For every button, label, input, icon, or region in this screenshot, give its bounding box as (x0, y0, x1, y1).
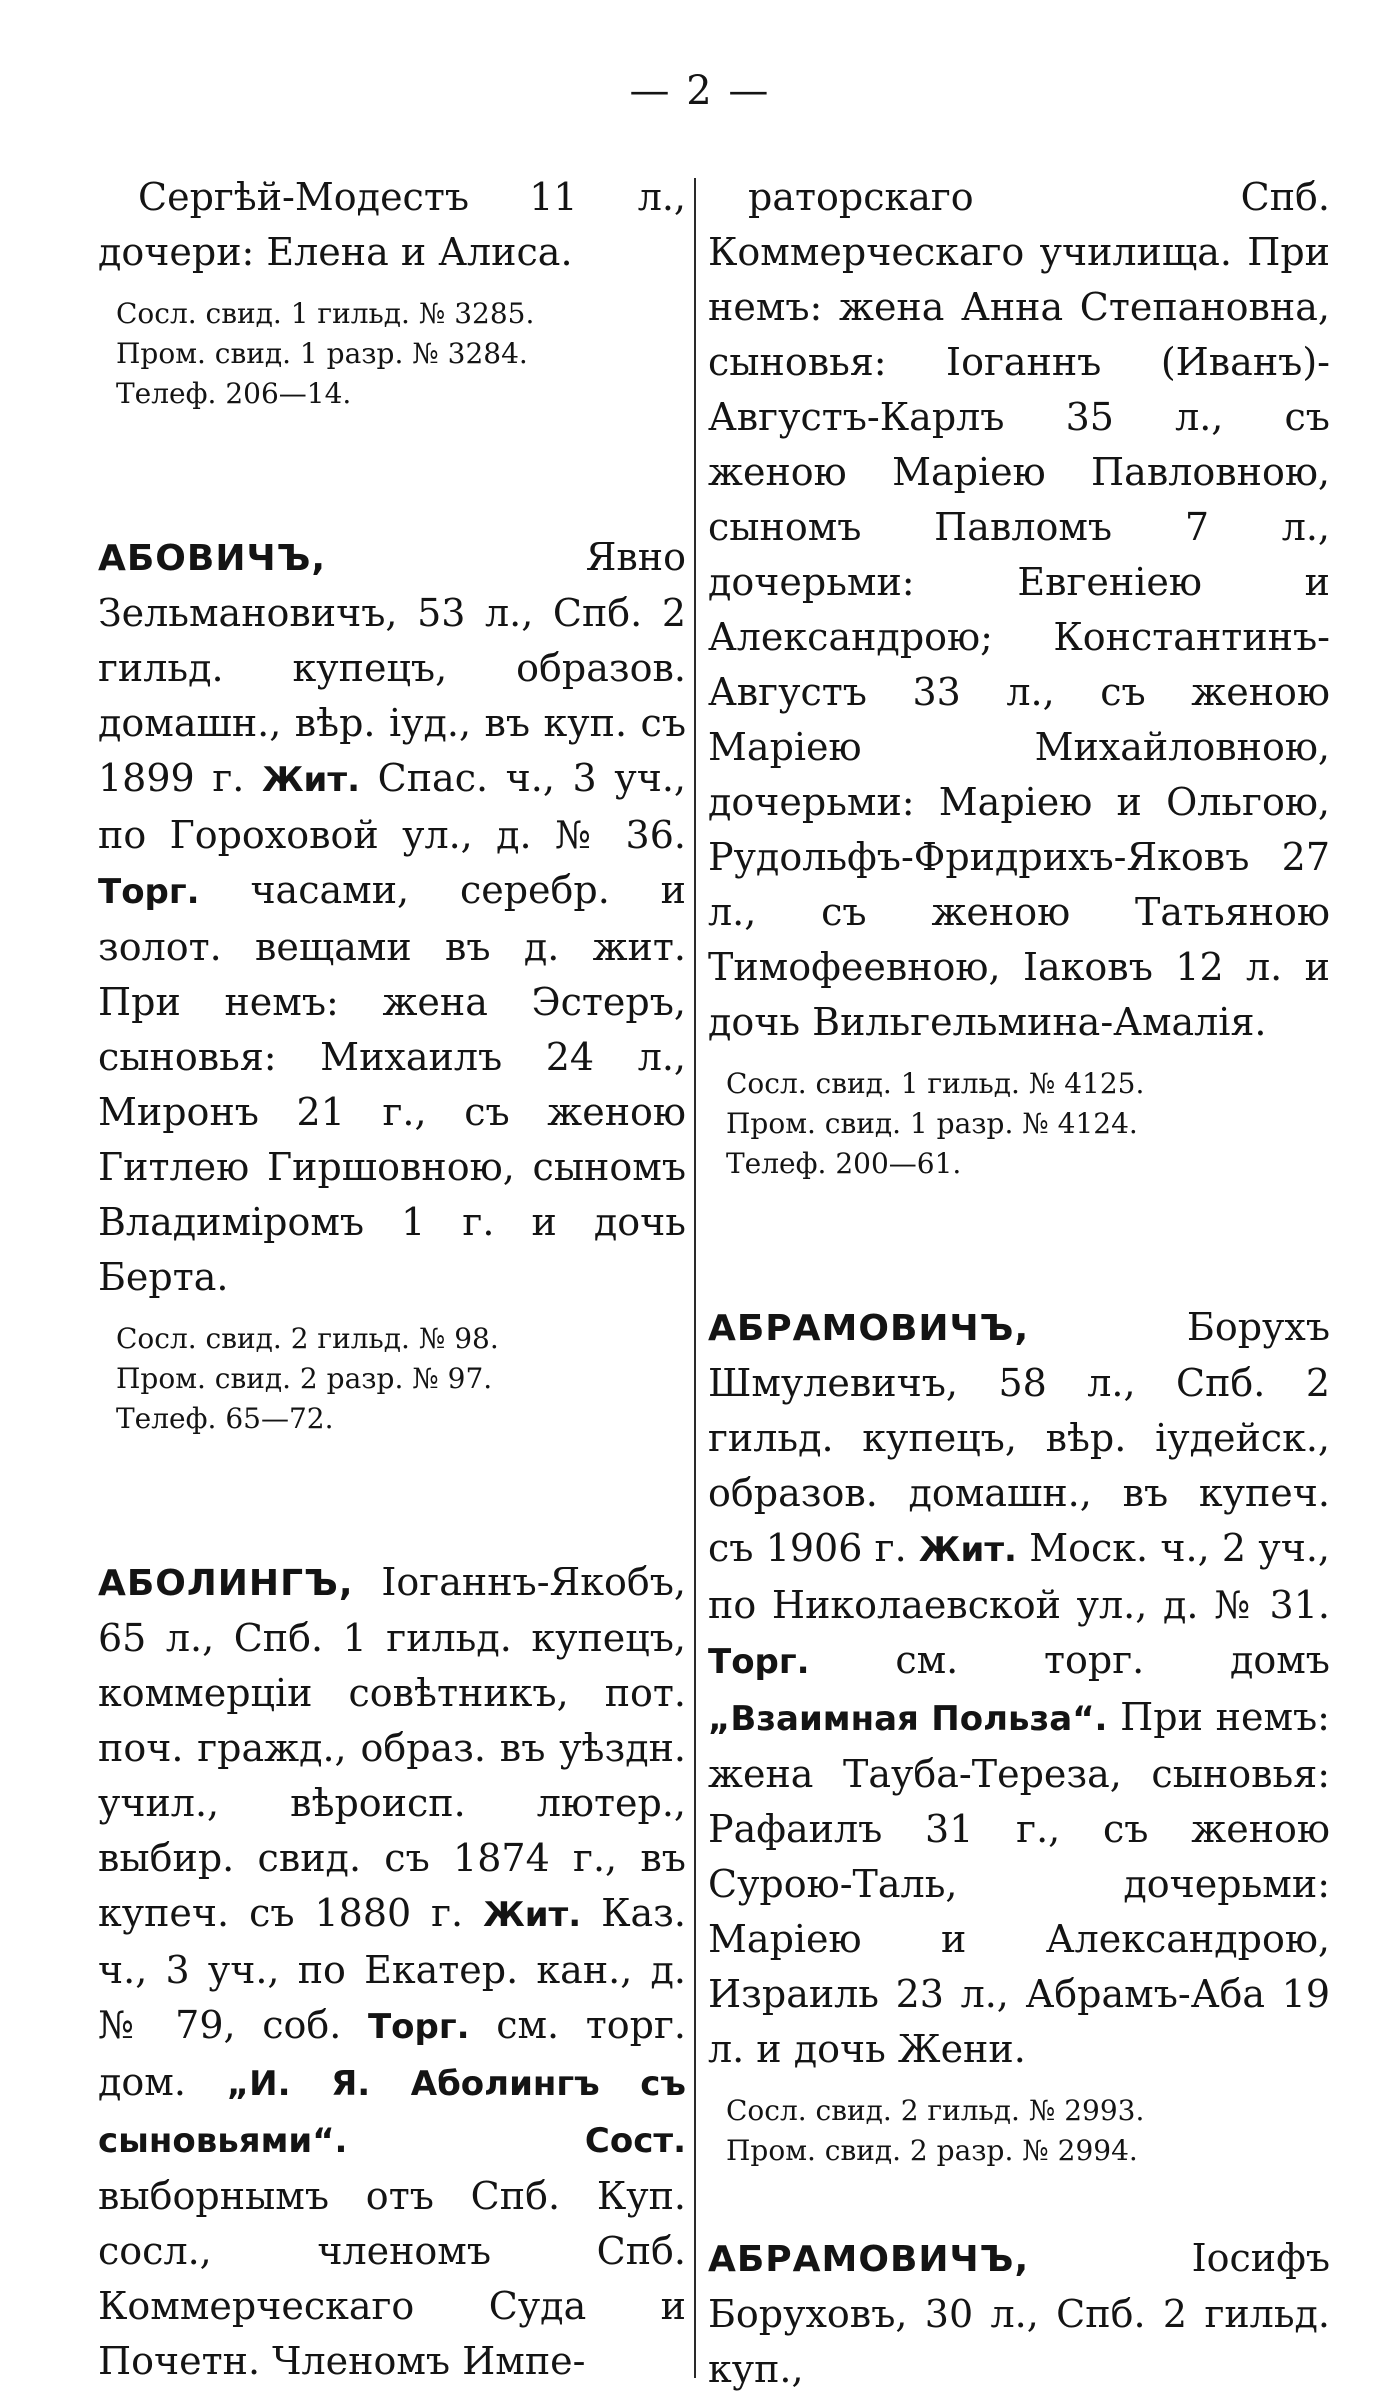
continuation-entry-right (708, 170, 1330, 1184)
keyword-residence: Жит. (483, 1895, 582, 1935)
certificate-line: Телеф. 206—14. (116, 377, 352, 410)
certificate-line: Телеф. 200—61. (726, 1147, 962, 1180)
entry-body: см. торг. домъ (895, 1638, 1330, 1682)
entry-body: При немъ: жена Тауба-Тереза, сыновья: Рафаилъ 31 г., съ женою Сурою-Таль, дочерьми: Марiею и Александрою, Израиль 23 л., Абрамъ-Аба 19 л. и дочь Жени. (708, 1695, 1330, 2071)
entry-body: Борухъ Шмулевичъ, 58 л., Спб. 2 гильд. купецъ, вѣр. iудейск., образов. домашн., въ купеч. съ 1906 г. (708, 1305, 1330, 1570)
certificate-line: Пром. свид. 1 разр. № 4124. (726, 1107, 1138, 1140)
surname-heading: АБОЛИНГЪ, (98, 1563, 354, 1604)
certificate-line: Сосл. свид. 1 гильд. № 3285. (116, 297, 535, 330)
entry-body: Iосифъ Боруховъ, 30 л., Спб. 2 гильд. куп., (708, 2236, 1330, 2391)
page-number: — 2 — (629, 68, 771, 114)
entry-body: Iоганнъ-Якобъ, 65 л., Спб. 1 гильд. купецъ, коммерцiи совѣтникъ, пот. поч. гражд., образ. въ уѣздн. учил., вѣроисп. лютер., выбир. свид. съ 1874 г., въ купеч. съ 1880 г. (98, 1560, 686, 1935)
entry-body: Явно Зельмановичъ, 53 л., Спб. 2 гильд. купецъ, образов. домашн., вѣр. iуд., въ куп. съ 1899 г. (98, 535, 686, 800)
column-divider (694, 178, 696, 2378)
entry-body: часами, серебр. и золот. вещами въ д. жит. При немъ: жена Эстеръ, сыновья: Михаилъ 24 л., Миронъ 21 г., съ женою Гитлею Гиршовною, сыномъ Владимiромъ 1 г. и дочь Берта. (98, 868, 686, 1299)
entry-abolingh (98, 1555, 686, 2389)
keyword-status: Сост. (584, 2121, 686, 2161)
entry-abovich (98, 530, 686, 1439)
entry-text (98, 530, 686, 1305)
certificates-list (98, 294, 686, 414)
certificates-list (708, 2091, 1330, 2171)
left-column (98, 170, 686, 2389)
keyword-residence: Жит. (261, 760, 361, 800)
certificates-list (98, 1319, 686, 1439)
keyword-trade: Торг. (367, 2007, 470, 2047)
entry-body: см. торг. дом. (98, 2003, 686, 2104)
keyword-trade: Торг. (98, 872, 200, 912)
keyword-residence: Жит. (918, 1530, 1017, 1570)
certificate-line: Пром. свид. 2 разр. № 97. (116, 1362, 493, 1395)
firm-name: „Взаимная Польза“. (708, 1699, 1108, 1739)
certificate-line: Телеф. 65—72. (116, 1402, 334, 1435)
certificate-line: Пром. свид. 2 разр. № 2994. (726, 2134, 1138, 2167)
entry-body: Спас. ч., 3 уч., по Гороховой ул., д. № 36. (98, 756, 686, 857)
entry-text (708, 2231, 1330, 2397)
surname-heading: АБРАМОВИЧЪ, (708, 1308, 1030, 1349)
continuation-text: раторскаго Спб. Коммерческаго училища. При немъ: жена Анна Степановна, сыновья: Iоганнъ (Иванъ)-Августъ-Карлъ 35 л., съ женою Марiею Павловною, сыномъ Павломъ 7 л., дочерьми: Евгенiею и Александрою; Константинъ-Августъ 33 л., съ женою Марiею Михайловною, дочерьми: Марiею и Ольгою, Рудольфъ-Фридрихъ-Яковъ 27 л., съ женою Татьяною Тимофеевною, Iаковъ 12 л. и дочь Вильгельмина-Амалiя. (708, 175, 1330, 1044)
entry-abramovich-borukh (708, 1300, 1330, 2171)
continuation-entry-left (98, 170, 686, 414)
certificate-line: Сосл. свид. 2 гильд. № 2993. (726, 2094, 1145, 2127)
surname-heading: АБРАМОВИЧЪ, (708, 2239, 1030, 2280)
certificate-line: Сосл. свид. 2 гильд. № 98. (116, 1322, 499, 1355)
continuation-text: Сергѣй-Модестъ 11 л., дочери: Елена и Алиса. (98, 175, 686, 274)
entry-body: Каз. ч., 3 уч., по Екатер. кан., д. № 79, соб. (98, 1891, 686, 2047)
certificate-line: Пром. свид. 1 разр. № 3284. (116, 337, 528, 370)
entry-body: Моск. ч., 2 уч., по Николаевской ул., д. № 31. (708, 1526, 1330, 1627)
right-column (708, 170, 1330, 2397)
firm-name: „И. Я. Аболингъ съ сыновьями“. (98, 2064, 686, 2161)
entry-body: выборнымъ отъ Спб. Куп. сосл., членомъ Спб. Коммерческаго Суда и Почетн. Членомъ Импе- (98, 2174, 686, 2383)
surname-heading: АБОВИЧЪ, (98, 538, 327, 579)
entry-text (708, 1300, 1330, 2077)
certificates-list (708, 1064, 1330, 1184)
entry-abramovich-iosif (708, 2231, 1330, 2397)
keyword-trade: Торг. (708, 1642, 810, 1682)
certificate-line: Сосл. свид. 1 гильд. № 4125. (726, 1067, 1145, 1100)
entry-text (98, 1555, 686, 2389)
